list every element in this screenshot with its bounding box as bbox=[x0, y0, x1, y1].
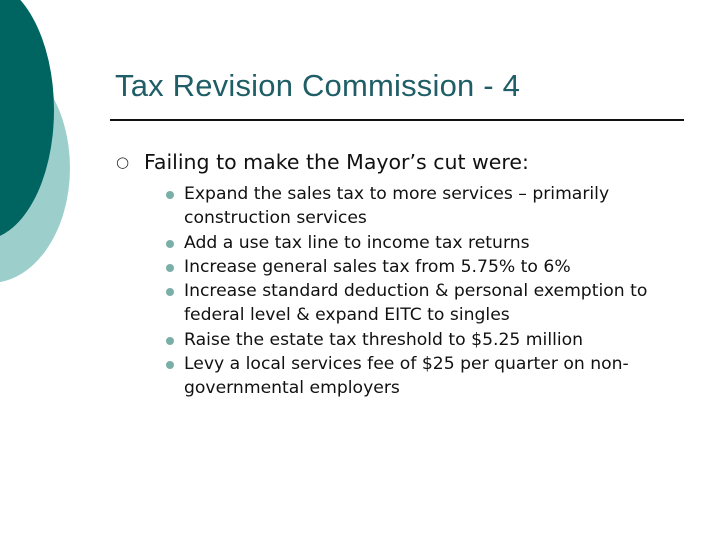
list-item bbox=[166, 182, 706, 231]
list-item-text: Raise the estate tax threshold to $5.25 million bbox=[184, 329, 584, 350]
title-divider bbox=[110, 119, 684, 121]
dot-bullet-icon bbox=[166, 264, 174, 272]
slide-body bbox=[116, 148, 706, 401]
main-bullet-text: Failing to make the Mayor’s cut were: bbox=[144, 150, 529, 174]
hollow-circle-bullet-icon: ○ bbox=[116, 153, 130, 171]
list-item-text: Increase standard deduction & personal exemption to federal level & expand EITC to singles bbox=[184, 281, 648, 326]
list-item bbox=[166, 231, 706, 255]
slide-title: Tax Revision Commission - 4 bbox=[115, 68, 521, 103]
list-item bbox=[166, 255, 706, 279]
list-item-text: Increase general sales tax from 5.75% to 6% bbox=[184, 256, 571, 277]
dot-bullet-icon bbox=[166, 337, 174, 345]
dot-bullet-icon bbox=[166, 191, 174, 199]
dot-bullet-icon bbox=[166, 240, 174, 248]
list-item bbox=[166, 352, 706, 401]
sub-bullet-list bbox=[116, 182, 706, 401]
list-item bbox=[166, 279, 706, 328]
list-item-text: Expand the sales tax to more services – primarily construction services bbox=[184, 184, 610, 229]
list-item bbox=[166, 328, 706, 352]
main-bullet bbox=[116, 148, 706, 176]
list-item-text: Levy a local services fee of $25 per quarter on non-governmental employers bbox=[184, 354, 629, 399]
list-item-text: Add a use tax line to income tax returns bbox=[184, 232, 530, 253]
dot-bullet-icon bbox=[166, 288, 174, 296]
dot-bullet-icon bbox=[166, 361, 174, 369]
